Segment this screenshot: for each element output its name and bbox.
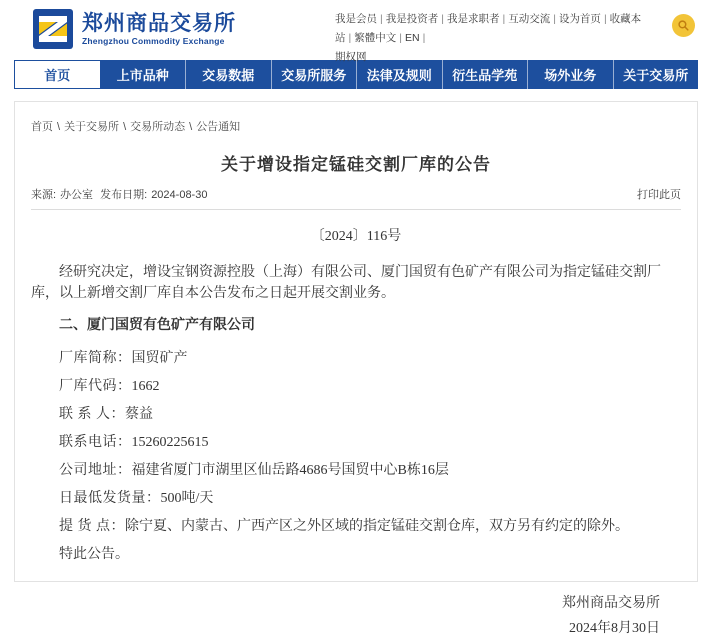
list-item xyxy=(31,348,681,369)
field-label-pickup-point: 提 货 点： xyxy=(59,519,125,534)
list-item xyxy=(31,376,681,397)
search-button[interactable] xyxy=(672,14,695,37)
field-label-short-name: 厂库简称： xyxy=(59,351,132,366)
nav-tab-home[interactable]: 首页 xyxy=(14,60,101,89)
content-card xyxy=(14,101,698,636)
breadcrumb-about[interactable]: 关于交易所 xyxy=(64,121,120,133)
nav-tab-exchange-services[interactable]: 交易所服务 xyxy=(272,60,358,89)
breadcrumb-separator: \ xyxy=(123,121,127,133)
article-meta xyxy=(31,186,211,202)
nav-tab-laws-rules[interactable]: 法律及规则 xyxy=(357,60,443,89)
field-label-contact: 联 系 人： xyxy=(59,407,125,422)
topbar-separator: | xyxy=(553,13,556,25)
breadcrumb-home[interactable]: 首页 xyxy=(31,121,53,133)
topbar-link-jobseeker[interactable]: 我是求职者 xyxy=(446,13,500,25)
publish-date-label: 发布日期: xyxy=(100,189,148,201)
topbar-separator: | xyxy=(380,13,383,25)
breadcrumb-separator: \ xyxy=(57,121,61,133)
topbar-link-interaction[interactable]: 互动交流 xyxy=(508,13,551,25)
field-label-code: 厂库代码： xyxy=(59,379,132,394)
nav-tab-derivatives-academy[interactable]: 衍生品学苑 xyxy=(443,60,529,89)
site-header xyxy=(0,0,712,63)
publish-date-value: 2024-08-30 xyxy=(151,189,208,201)
page-title: 关于增设指定锰硅交割厂库的公告 xyxy=(221,155,491,174)
search-icon xyxy=(677,19,690,32)
warehouse-detail-list xyxy=(31,348,681,537)
signature-block xyxy=(31,591,681,641)
breadcrumb-announcements[interactable]: 公告通知 xyxy=(196,121,241,133)
nav-tab-trading-data[interactable]: 交易数据 xyxy=(186,60,272,89)
field-label-address: 公司地址： xyxy=(59,463,132,478)
print-page-link[interactable]: 打印此页 xyxy=(637,189,681,201)
document-number: 〔2024〕116号 xyxy=(310,229,402,244)
list-item xyxy=(31,460,681,481)
source-label: 来源: xyxy=(31,189,57,201)
field-value-address: 福建省厦门市湖里区仙岳路4686号国贸中心B栋16层 xyxy=(131,463,449,478)
signature-name: 郑州商品交易所 xyxy=(562,596,660,611)
field-value-contact: 蔡益 xyxy=(125,407,153,422)
article-meta-row xyxy=(31,186,681,210)
nav-tab-about-exchange[interactable]: 关于交易所 xyxy=(623,68,689,83)
topbar-link-options-site[interactable]: 期权网 xyxy=(335,51,367,63)
topbar-row1 xyxy=(335,10,655,48)
topbar-links xyxy=(335,10,655,67)
topbar-row2 xyxy=(335,48,655,67)
topbar-link-bookmark[interactable]: 收藏本站 xyxy=(335,13,642,44)
list-item xyxy=(31,516,681,537)
topbar-separator: | xyxy=(502,13,506,25)
field-label-min-daily-delivery: 日最低发货量： xyxy=(59,491,161,506)
breadcrumb xyxy=(31,118,681,134)
field-label-phone: 联系电话： xyxy=(59,435,132,450)
topbar-separator: | xyxy=(399,32,402,44)
list-item xyxy=(31,404,681,425)
field-value-phone: 15260225615 xyxy=(131,435,209,450)
list-item xyxy=(31,488,681,509)
field-value-code: 1662 xyxy=(131,379,160,394)
topbar-separator: | xyxy=(603,13,607,25)
field-value-short-name: 国贸矿产 xyxy=(131,351,188,366)
topbar-link-traditional-chinese[interactable]: 繁體中文 xyxy=(354,32,397,44)
topbar-separator: | xyxy=(348,32,352,44)
brand[interactable] xyxy=(33,9,236,49)
breadcrumb-separator: \ xyxy=(189,121,193,133)
zce-logo-icon xyxy=(33,9,73,49)
article-body xyxy=(31,226,681,641)
list-item xyxy=(31,432,681,453)
article-paragraph: 经研究决定，增设宝钢资源控股（上海）有限公司、厦门国贸有色矿产有限公司为指定锰硅交割厂库，以上新增交割厂库自本公告发布之日起开展交割业务。 xyxy=(31,265,661,301)
topbar-separator: | xyxy=(441,13,444,25)
topbar-link-member[interactable]: 我是会员 xyxy=(335,13,377,25)
announcement-article xyxy=(31,150,681,641)
nav-tab-listed-products[interactable]: 上市品种 xyxy=(101,60,187,89)
topbar-link-english[interactable]: EN xyxy=(404,32,420,44)
brand-name-en: Zhengzhou Commodity Exchange xyxy=(82,36,225,46)
source-value: 办公室 xyxy=(60,189,94,201)
field-value-pickup-point: 除宁夏、内蒙古、广西产区之外区域的指定锰硅交割仓库，双方另有约定的除外。 xyxy=(125,519,629,534)
signature-date: 2024年8月30日 xyxy=(569,621,660,636)
brand-text xyxy=(82,12,236,46)
field-value-min-daily-delivery: 500吨/天 xyxy=(160,491,214,506)
closing-line: 特此公告。 xyxy=(59,547,129,562)
brand-name-zh: 郑州商品交易所 xyxy=(82,12,236,35)
nav-tab-otc-business[interactable]: 场外业务 xyxy=(528,60,614,89)
topbar-link-set-homepage[interactable]: 设为首页 xyxy=(558,13,601,25)
topbar-link-investor[interactable]: 我是投资者 xyxy=(385,13,439,25)
breadcrumb-news[interactable]: 交易所动态 xyxy=(130,121,186,133)
section-heading: 二、厦门国贸有色矿产有限公司 xyxy=(59,318,255,333)
topbar-separator: | xyxy=(422,32,426,44)
